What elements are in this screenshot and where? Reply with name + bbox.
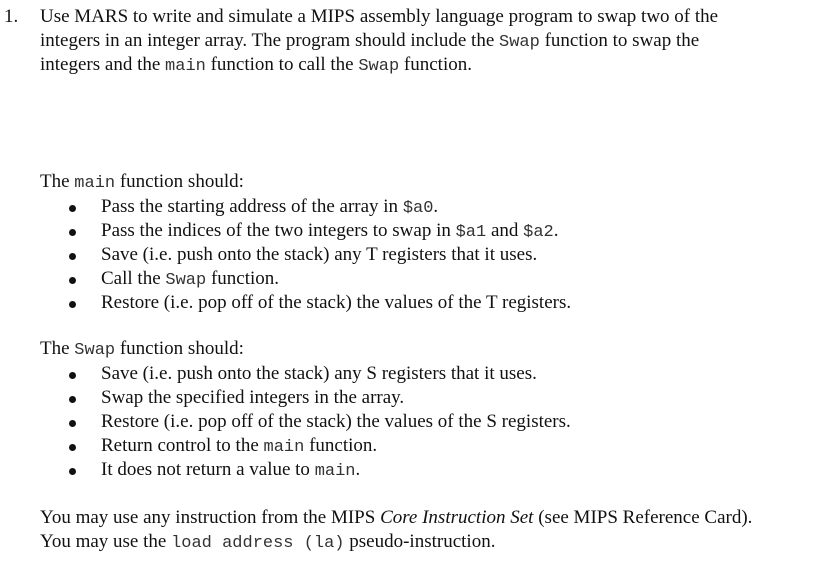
question-text: function. — [399, 54, 472, 75]
code-main: main — [74, 174, 116, 193]
bullet-icon — [69, 205, 76, 212]
intro-text: function should: — [115, 338, 244, 359]
bullet-icon — [69, 301, 76, 308]
intro-text: function should: — [115, 171, 244, 192]
bullet-text: Pass the indices of the two integers to swap in — [101, 220, 456, 241]
code-main: main — [263, 438, 305, 457]
code-a0: $a0 — [402, 199, 434, 218]
code-load-address: load address (la) — [171, 534, 345, 553]
core-instruction-set: Core Instruction Set — [380, 507, 534, 528]
code-main: main — [165, 57, 206, 76]
main-bullet-4 — [101, 267, 279, 293]
main-bullet-2 — [101, 219, 559, 245]
code-swap: Swap — [499, 33, 540, 52]
swap-bullet-5 — [101, 458, 360, 484]
bullet-icon — [69, 420, 76, 427]
question-line-3 — [40, 53, 472, 79]
bullet-icon — [69, 277, 76, 284]
intro-text: The — [40, 338, 75, 359]
swap-bullet-4 — [101, 434, 377, 460]
question-line-2 — [40, 29, 699, 55]
footer-text: (see MIPS Reference Card). — [533, 507, 753, 528]
bullet-icon — [69, 372, 76, 379]
swap-bullet-2: Swap the specified integers in the array. — [101, 387, 405, 408]
swap-section-intro — [40, 337, 244, 363]
code-a2: $a2 — [523, 223, 554, 242]
swap-bullet-3: Restore (i.e. pop off of the stack) the values of the S registers. — [101, 411, 571, 432]
code-main: main — [314, 462, 356, 481]
bullet-text: . — [433, 196, 439, 217]
footer-text: pseudo-instruction. — [344, 531, 496, 552]
bullet-icon — [69, 396, 76, 403]
bullet-text: and — [486, 220, 524, 241]
intro-text: The — [40, 171, 75, 192]
question-text: function to swap the — [539, 30, 700, 51]
footer-text: You may use any instruction from the MIPS — [40, 507, 381, 528]
main-bullet-1 — [101, 195, 438, 221]
code-swap: Swap — [358, 57, 400, 76]
footer-line-2 — [40, 530, 495, 556]
question-text: function to call the — [205, 54, 359, 75]
bullet-text: Call the — [101, 268, 166, 289]
main-bullet-5: Restore (i.e. pop off of the stack) the values of the T registers. — [101, 292, 572, 313]
bullet-icon — [69, 253, 76, 260]
bullet-icon — [69, 468, 76, 475]
code-swap: Swap — [165, 271, 207, 290]
bullet-icon — [69, 229, 76, 236]
bullet-text: Pass the starting address of the array in — [101, 196, 403, 217]
question-number: 1. — [4, 6, 19, 27]
footer-line-1 — [40, 506, 752, 530]
code-a1: $a1 — [455, 223, 487, 242]
bullet-icon — [69, 444, 76, 451]
bullet-text: . — [355, 459, 361, 480]
bullet-text: Return control to the — [101, 435, 264, 456]
bullet-text: function. — [206, 268, 280, 289]
code-swap: Swap — [74, 341, 116, 360]
question-text: Use MARS to write and simulate a MIPS assembly language program to swap two of the — [40, 6, 719, 27]
swap-bullet-1: Save (i.e. push onto the stack) any S registers that it uses. — [101, 363, 537, 384]
main-section-intro — [40, 170, 244, 196]
question-line-1 — [40, 5, 718, 29]
question-text: integers in an integer array. The program should include the — [40, 30, 500, 51]
bullet-text: function. — [304, 435, 378, 456]
main-bullet-3: Save (i.e. push onto the stack) any T registers that it uses. — [101, 244, 538, 265]
bullet-text: . — [553, 220, 559, 241]
bullet-text: It does not return a value to — [101, 459, 315, 480]
footer-text: You may use the — [40, 531, 172, 552]
question-text: integers and the — [40, 54, 166, 75]
